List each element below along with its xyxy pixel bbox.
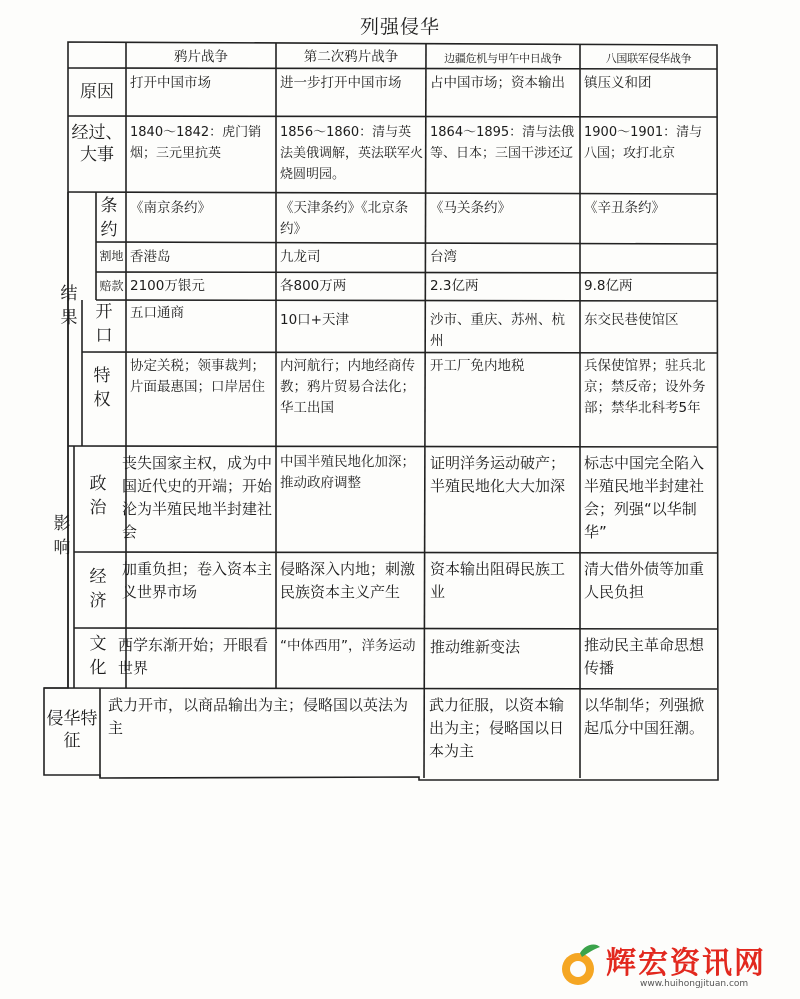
cause-cell: 进一步打开中国市场 bbox=[280, 75, 402, 91]
indemnity-cell: 各800万两 bbox=[280, 278, 347, 294]
events-cell: 1900～1901：清与八国；攻打北京 bbox=[584, 125, 703, 161]
culture-cell: 西学东渐开始；开眼看世界 bbox=[118, 636, 269, 677]
column-header-eight-nation-war: 八国联军侵华战争 bbox=[605, 52, 692, 65]
privilege-cell: 协定关税；领事裁判；片面最惠国；口岸居住 bbox=[130, 358, 265, 395]
land-cell: 九龙司 bbox=[280, 249, 321, 265]
cause-cell: 打开中国市场 bbox=[130, 75, 211, 91]
row-label-influence: 影响 bbox=[53, 514, 71, 558]
culture-cell: 推动维新变法 bbox=[430, 638, 521, 656]
row-label-features: 侵华特征 bbox=[46, 709, 98, 751]
indemnity-cell: 2100万银元 bbox=[130, 278, 205, 294]
treaty-cell: 《南京条约》 bbox=[130, 200, 211, 216]
watermark-url: www.huihongjituan.com bbox=[640, 979, 749, 989]
row-label-treaty: 条约 bbox=[100, 196, 118, 240]
events-cell: 1840～1842：虎门销烟；三元里抗英 bbox=[130, 125, 262, 161]
cause-cell: 占中国市场；资本输出 bbox=[430, 75, 565, 91]
row-label-indemnity: 赔款 bbox=[99, 279, 124, 293]
economy-cell: 资本输出阻碍民族工业 bbox=[430, 560, 566, 601]
politics-cell: 丧失国家主权，成为中国近代史的开端；开始沦为半殖民地半封建社会 bbox=[122, 454, 273, 541]
economy-cell: 清大借外债等加重人民负担 bbox=[584, 560, 705, 601]
economy-cell: 侵略深入内地；刺激民族资本主义产生 bbox=[280, 560, 416, 601]
column-header-second-opium-war: 第二次鸦片战争 bbox=[303, 49, 399, 65]
page-title: 列强侵华 bbox=[359, 16, 440, 38]
privilege-cell: 开工厂免内地税 bbox=[430, 358, 525, 374]
indemnity-cell: 9.8亿两 bbox=[584, 278, 633, 294]
features-cell: 武力开市，以商品输出为主；侵略国以英法为主 bbox=[108, 696, 409, 737]
row-label-cause: 原因 bbox=[80, 82, 114, 102]
politics-cell: 标志中国完全陷入半殖民地半封建社会；列强“以华制华” bbox=[584, 454, 705, 541]
row-label-privilege: 特权 bbox=[93, 366, 111, 410]
features-cell: 武力征服，以资本输出为主；侵略国以日本为主 bbox=[429, 696, 565, 760]
privilege-cell: 兵保使馆界；驻兵北京；禁反帝；设外务部；禁华北科考5年 bbox=[584, 358, 706, 416]
politics-cell: 证明洋务运动破产；半殖民地化大大加深 bbox=[430, 454, 566, 495]
land-cell: 台湾 bbox=[430, 249, 457, 265]
privilege-cell: 内河航行；内地经商传教；鸦片贸易合法化；华工出国 bbox=[280, 358, 415, 416]
row-label-ports: 开口 bbox=[95, 302, 113, 346]
land-cell: 香港岛 bbox=[130, 249, 171, 265]
politics-cell: 中国半殖民地化加深；推动政府调整 bbox=[280, 454, 415, 491]
ports-cell: 东交民巷使馆区 bbox=[584, 312, 679, 328]
features-cell: 以华制华；列强掀起瓜分中国狂潮。 bbox=[584, 696, 705, 737]
cause-cell: 镇压义和团 bbox=[584, 75, 652, 91]
ports-cell: 沙市、重庆、苏州、杭州 bbox=[430, 312, 565, 349]
culture-cell: 推动民主革命思想传播 bbox=[584, 636, 705, 677]
row-label-land: 割地 bbox=[99, 249, 124, 263]
economy-cell: 加重负担；卷入资本主义世界市场 bbox=[122, 560, 273, 601]
treaty-cell: 《辛丑条约》 bbox=[584, 200, 665, 216]
column-header-sino-japanese-war: 边疆危机与甲午中日战争 bbox=[444, 52, 562, 65]
events-cell: 1856～1860：清与英法美俄调解，英法联军火烧圆明园。 bbox=[280, 125, 424, 182]
events-cell: 1864～1895：清与法俄等、日本；三国干涉还辽 bbox=[430, 125, 575, 161]
row-label-events: 经过、大事 bbox=[71, 123, 123, 165]
column-header-opium-war: 鸦片战争 bbox=[174, 49, 228, 65]
row-label-politics: 政治 bbox=[89, 474, 107, 518]
treaty-cell: 《马关条约》 bbox=[430, 200, 511, 216]
culture-cell: “中体西用”，洋务运动 bbox=[280, 638, 416, 654]
ports-cell: 五口通商 bbox=[130, 305, 184, 321]
row-label-result: 结果 bbox=[60, 284, 78, 328]
ports-cell: 10口+天津 bbox=[280, 312, 349, 328]
indemnity-cell: 2.3亿两 bbox=[430, 278, 479, 294]
treaty-cell: 《天津条约》《北京条约》 bbox=[280, 200, 409, 237]
row-label-culture: 文化 bbox=[89, 634, 107, 678]
row-label-economy: 经济 bbox=[89, 567, 107, 611]
watermark-text: 辉宏资讯网 bbox=[606, 946, 766, 981]
